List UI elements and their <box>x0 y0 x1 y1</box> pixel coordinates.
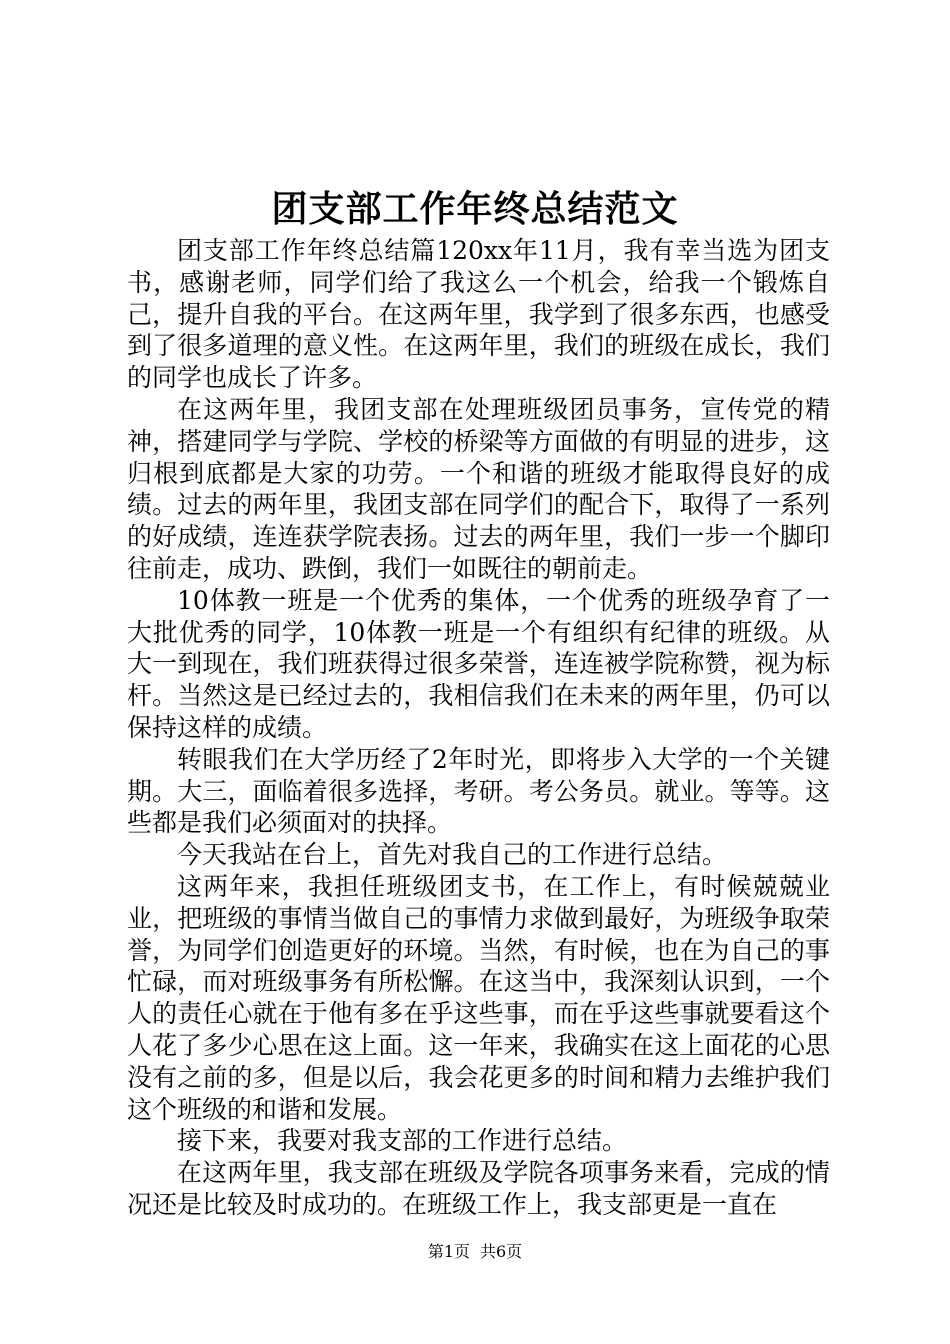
page-number: 第1页 <box>427 1242 470 1261</box>
paragraph: 在这两年里，我支部在班级及学院各项事务来看，完成的情况还是比较及时成功的。在班级工作上，我支部更是一直在 <box>127 1158 830 1219</box>
document-title: 团支部工作年终总结范文 <box>271 188 679 230</box>
paragraph: 在这两年里，我团支部在处理班级团员事务，宣传党的精神，搭建同学与学院、学校的桥梁等方面做的有明显的进步，这归根到底都是大家的功劳。一个和谐的班级才能取得良好的成绩。过去的两年里，我团支部在同学们的配合下，取得了一系列的好成绩，连连获学院表扬。过去的两年里，我们一步一个脚印往前走，成功、跌倒，我们一如既往的朝前走。 <box>127 394 830 583</box>
paragraph: 今天我站在台上，首先对我自己的工作进行总结。 <box>177 840 728 870</box>
paragraph: 团支部工作年终总结篇120xx年11月，我有幸当选为团支书，感谢老师，同学们给了我这么一个机会，给我一个锻炼自己，提升自我的平台。在这两年里，我学到了很多东西，也感受到了很多道理的意义性。在这两年里，我们的班级在成长，我们的同学也成长了许多。 <box>127 236 830 393</box>
paragraph: 这两年来，我担任班级团支书，在工作上，有时候兢兢业业，把班级的事情当做自己的事情力求做到最好，为班级争取荣誉，为同学们创造更好的环境。当然，有时候，也在为自己的事忙碌，而对班级事务有所松懈。在这当中，我深刻认识到，一个人的责任心就在于他有多在乎这些事，而在乎这些事就要看这个人花了多少心思在这上面。这一年来，我确实在这上面花的心思没有之前的多，但是以后，我会花更多的时间和精力去维护我们这个班级的和谐和发展。 <box>127 871 830 1124</box>
paragraph: 10体教一班是一个优秀的集体，一个优秀的班级孕育了一大批优秀的同学，10体教一班是一个有组织有纪律的班级。从大一到现在，我们班获得过很多荣誉，连连被学院称赞，视为标杆。当然这是已经过去的，我相信我们在未来的两年里，仍可以保持这样的成绩。 <box>127 585 830 742</box>
paragraph: 转眼我们在大学历经了2年时光，即将步入大学的一个关键期。大三，面临着很多选择，考研。考公务员。就业。等等。这些都是我们必须面对的抉择。 <box>127 744 830 838</box>
paragraph: 接下来，我要对我支部的工作进行总结。 <box>177 1126 628 1156</box>
document-body <box>127 235 830 1221</box>
page-footer <box>0 1241 950 1263</box>
page-total: 共6页 <box>480 1242 523 1261</box>
